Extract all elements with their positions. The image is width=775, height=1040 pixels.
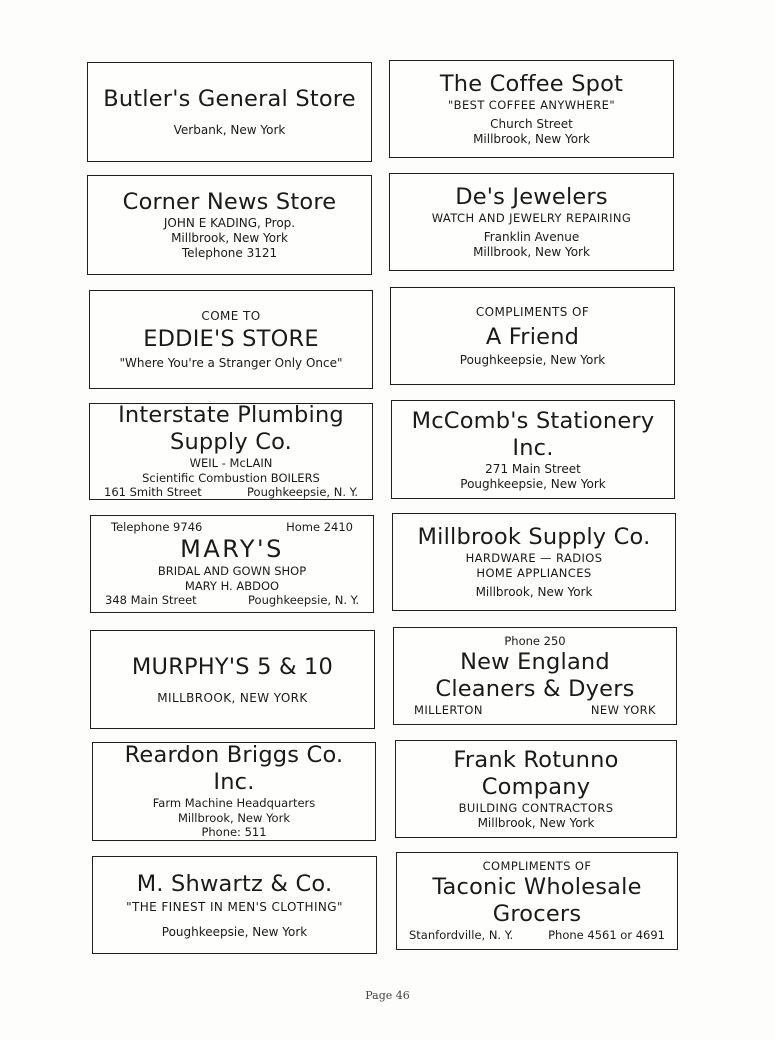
ad-owner: JOHN E KADING, Prop. [163, 216, 296, 230]
ad-name-line-2: Grocers [492, 900, 582, 927]
ad-name-line-1: New England [460, 648, 610, 675]
ad-location: Millbrook, New York [178, 810, 290, 825]
ad-address-row [104, 485, 358, 499]
ad-name-line-2: Inc. [512, 434, 554, 461]
ad-name: M. Shwartz & Co. [136, 870, 333, 897]
ad-name: Millbrook Supply Co. [417, 524, 651, 551]
ad-street: 161 Smith Street [104, 485, 202, 500]
ad-des-jewelers [389, 173, 674, 271]
ad-location: Verbank, New York [173, 123, 286, 137]
ad-name-line-2: Supply Co. [169, 429, 293, 456]
ad-name: Butler's General Store [103, 86, 356, 112]
ad-eddies-store [89, 290, 373, 389]
ad-address-row [414, 703, 656, 717]
ad-name-line-1: McComb's Stationery [411, 407, 655, 434]
ad-name-line-2: Company [481, 774, 591, 801]
ad-street: 271 Main Street [485, 461, 581, 476]
ad-new-england-cleaners [393, 627, 677, 725]
ad-slogan: "Where You're a Stranger Only Once" [119, 355, 343, 370]
ad-line-1: HARDWARE — RADIOS [465, 551, 603, 566]
ad-location: Millbrook, New York [171, 231, 288, 245]
ad-name: A Friend [485, 323, 580, 350]
ad-product: Scientific Combustion BOILERS [142, 470, 320, 485]
ad-name: De's Jewelers [455, 183, 608, 210]
ad-corner-news-store [87, 175, 372, 275]
ad-slogan: "THE FINEST IN MEN'S CLOTHING" [126, 899, 343, 914]
ad-name: Corner News Store [122, 189, 337, 215]
ad-name-line-1: Interstate Plumbing [118, 402, 344, 429]
ad-butlers-general-store [87, 62, 372, 162]
ad-location: Millbrook, New York [477, 815, 595, 830]
ad-murphys-5-and-10 [90, 630, 375, 729]
ad-frank-rotunno [395, 740, 677, 838]
ad-reardon-briggs [92, 742, 376, 841]
ad-location: Millbrook, New York [473, 245, 590, 260]
ad-street: Church Street [490, 117, 573, 132]
ad-service: WATCH AND JEWELRY REPAIRING [431, 210, 632, 225]
ad-location: Poughkeepsie, New York [161, 924, 308, 939]
ad-name-line-1: Frank Rotunno [453, 747, 619, 774]
ad-location: Millbrook, New York [475, 584, 593, 599]
ad-town: Stanfordville, N. Y. [409, 927, 514, 942]
ad-coffee-spot [389, 60, 674, 158]
ad-address-row [105, 593, 359, 607]
ad-intro: COMPLIMENTS OF [482, 859, 592, 874]
ad-taconic-wholesale [396, 852, 678, 950]
ad-state: NEW YORK [590, 702, 656, 717]
ad-line-2: HOME APPLIANCES [476, 565, 592, 580]
page-number: Page 46 [365, 989, 410, 1002]
ad-location: MILLBROOK, NEW YORK [157, 690, 308, 705]
ad-phone: Telephone 9746 [111, 519, 203, 534]
ad-desc: Farm Machine Headquarters [152, 796, 316, 811]
ad-name: EDDIE'S STORE [143, 325, 319, 352]
ad-intro: COMPLIMENTS OF [475, 304, 590, 319]
ad-street: Franklin Avenue [483, 230, 580, 245]
ad-phone: Phone 250 [504, 634, 566, 649]
ad-interstate-plumbing [89, 403, 373, 500]
ad-name: The Coffee Spot [439, 70, 624, 97]
ad-service: BUILDING CONTRACTORS [458, 801, 614, 816]
ad-m-shwartz [92, 856, 377, 954]
ad-phone: Phone 4561 or 4691 [548, 927, 665, 942]
ad-city: Poughkeepsie, N. Y. [248, 592, 359, 607]
ad-intro: COME TO [201, 308, 261, 323]
ad-street: 348 Main Street [105, 592, 197, 607]
ad-phone: Phone: 511 [201, 825, 267, 840]
ad-owner: MARY H. ABDOO [184, 578, 280, 593]
ad-brand: WEIL - McLAIN [189, 456, 273, 471]
ad-phone-row [105, 520, 359, 534]
ad-location: Poughkeepsie, New York [459, 352, 606, 367]
ad-location: Poughkeepsie, New York [460, 476, 606, 491]
ad-name: MARY'S [180, 535, 284, 564]
ad-phone: Telephone 3121 [181, 246, 278, 260]
ad-city: Poughkeepsie, N. Y. [247, 485, 358, 500]
ad-shop: BRIDAL AND GOWN SHOP [157, 564, 307, 579]
ad-millbrook-supply [392, 513, 676, 611]
ad-marys-shop [90, 515, 374, 613]
ad-slogan: "BEST COFFEE ANYWHERE" [447, 97, 616, 112]
ad-mccombs-stationery [391, 400, 675, 499]
ad-town: MILLERTON [414, 702, 483, 717]
ad-name: MURPHY'S 5 & 10 [131, 653, 334, 680]
ad-name-line-1: Taconic Wholesale [432, 873, 642, 900]
ad-location: Millbrook, New York [473, 132, 590, 147]
ad-name-line-2: Inc. [213, 769, 255, 796]
ad-address-row [409, 928, 665, 942]
ad-a-friend [390, 287, 675, 385]
ad-name-line-2: Cleaners & Dyers [435, 675, 635, 702]
ad-name-line-1: Reardon Briggs Co. [124, 742, 344, 769]
ad-home-phone: Home 2410 [286, 519, 353, 534]
